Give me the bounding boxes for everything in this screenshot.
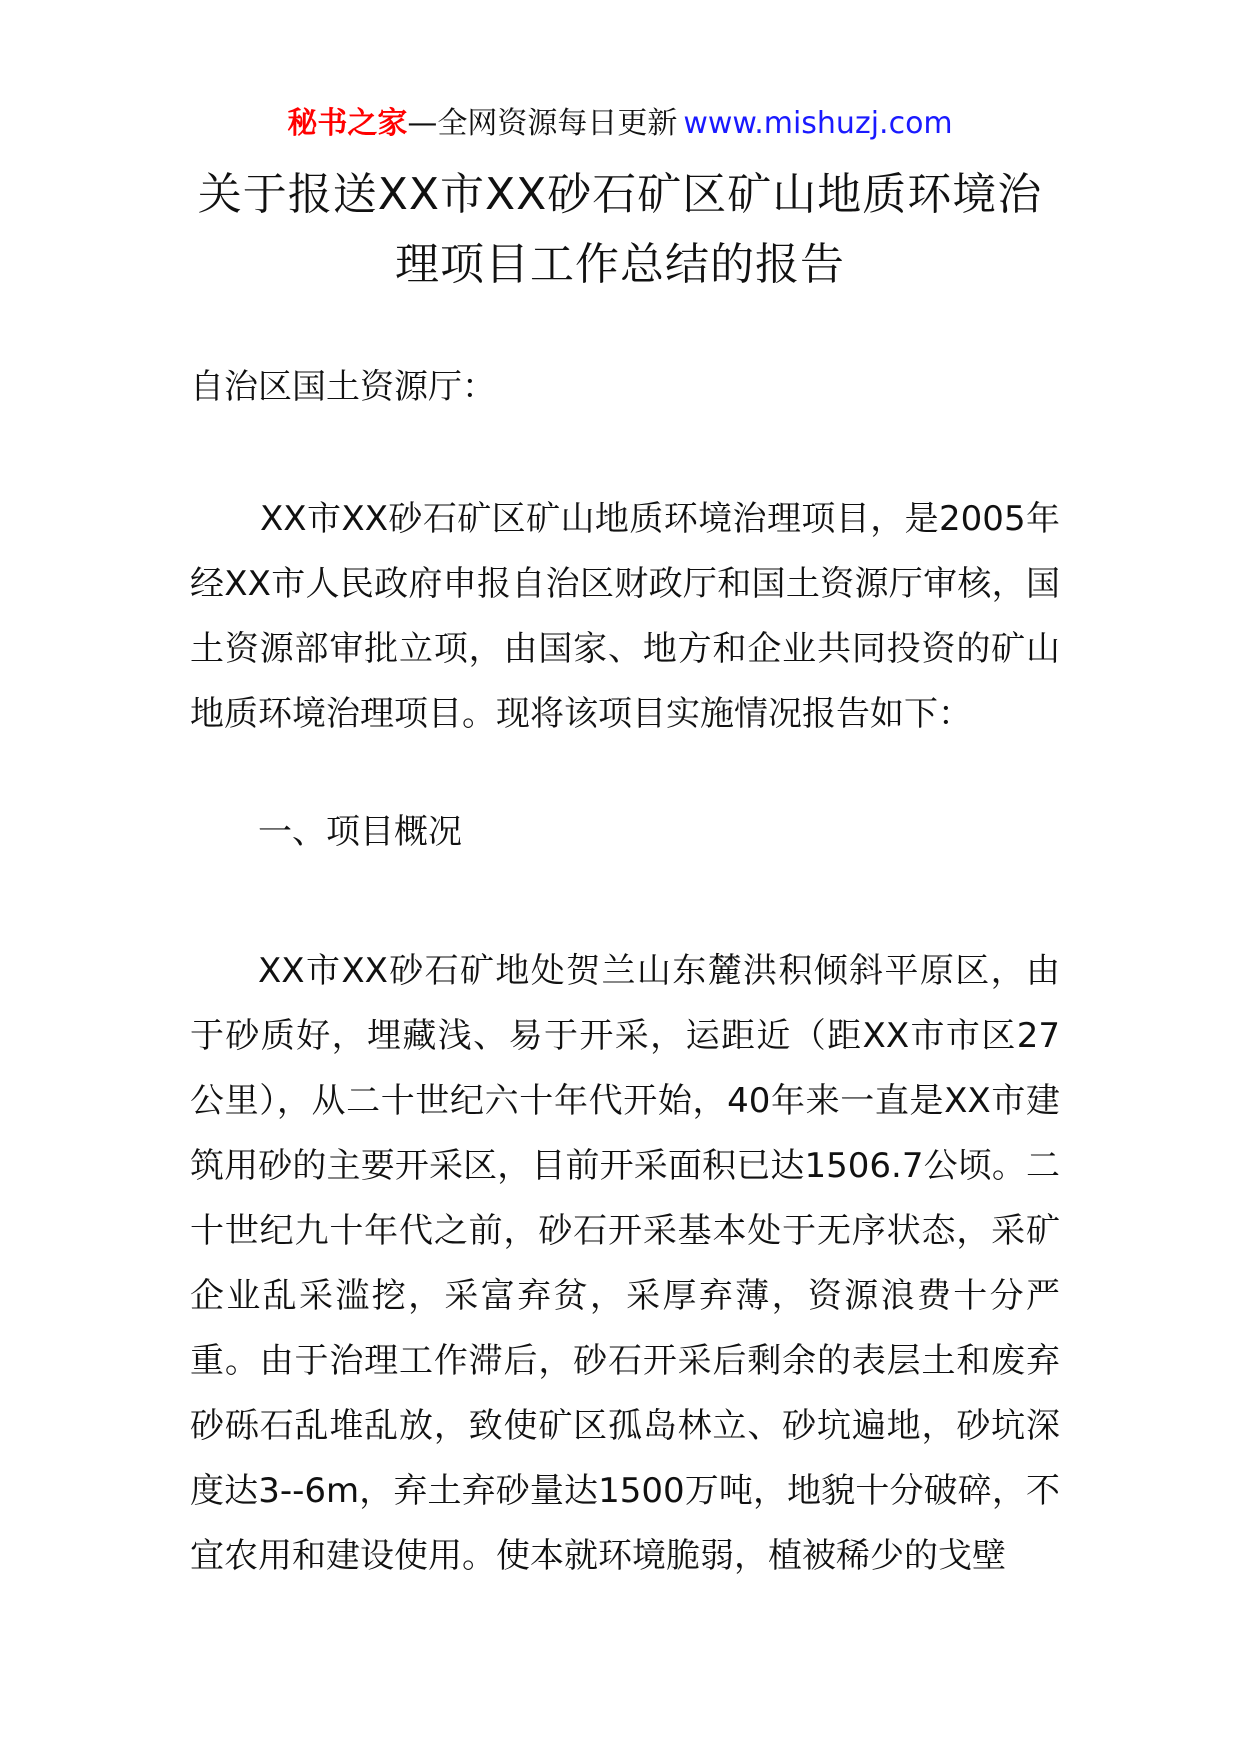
site-header — [0, 102, 1240, 146]
intro-paragraph: XX市XX砂石矿区矿山地质环境治理项目，是2005年经XX市人民政府申报自治区财政厅和国土资源厅审核，国土资源部审批立项，由国家、地方和企业共同投资的矿山地质环境治理项目。现将该项目实施情况报告如下： — [190, 499, 1060, 734]
site-url-link[interactable]: www.mishuzj.com — [683, 106, 953, 141]
section-heading: 一、项目概况 — [258, 812, 462, 852]
brand-name: 秘书之家 — [287, 106, 408, 141]
salutation: 自治区国土资源厅： — [190, 367, 496, 407]
overview-paragraph: XX市XX砂石矿地处贺兰山东麓洪积倾斜平原区，由于砂质好，埋藏浅、易于开采，运距近（距XX市市区27公里），从二十世纪六十年代开始，40年来一直是XX市建筑用砂的主要开采区，目前开采面积已达1506.7公顷。二十世纪九十年代之前，砂石开采基本处于无序状态，采矿企业乱采滥挖，采富弃贫，采厚弃薄，资源浪费十分严重。由于治理工作滞后，砂石开采后剩余的表层土和废弃砂砾石乱堆乱放，致使矿区孤岛林立、砂坑遍地，砂坑深度达3--6m，弃土弃砂量达1500万吨，地貌十分破碎，不宜农用和建设使用。使本就环境脆弱，植被稀少的戈壁 — [190, 951, 1060, 1576]
document-title: 关于报送XX市XX砂石矿区矿山地质环境治理项目工作总结的报告 — [197, 169, 1043, 290]
site-tagline: —全网资源每日更新 — [407, 106, 678, 141]
